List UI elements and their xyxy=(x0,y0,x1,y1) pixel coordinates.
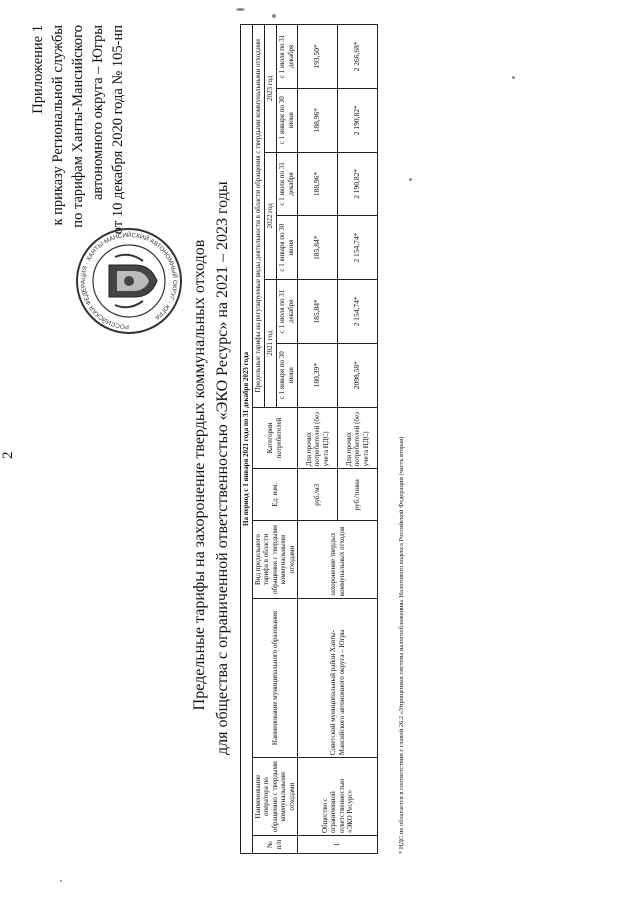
table-period-row xyxy=(241,25,253,854)
cell-tariff: 2 190,82* xyxy=(338,88,378,152)
cell-tariff: 2098,58* xyxy=(338,343,378,407)
appendix-line: по тарифам Ханты-Мансийского xyxy=(70,25,86,228)
header-half: с 1 января по 30 июня xyxy=(276,216,297,280)
cell-tariff: 185,84* xyxy=(298,280,338,344)
table-header-row xyxy=(252,25,264,854)
header-tariffs-group: Предельные тарифы на регулируемые виды деятельности в области обращения с твердыми коммунальными отходами xyxy=(252,25,264,408)
appendix-line: к приказу Региональной службы xyxy=(50,25,66,226)
cell-category: Для прочих потребителей (без учета НДС) xyxy=(298,407,338,469)
appendix-line: от 10 декабря 2020 года № 105-нп xyxy=(110,25,126,235)
cell-operator: Общество с ограниченной ответственностью «ЭКО Ресурс» xyxy=(298,758,378,836)
period-cell: На период с 1 января 2021 года по 31 декабря 2023 года xyxy=(241,25,253,854)
header-unit: Ед. изм. xyxy=(252,469,298,521)
footnote: * НДС не облагается в соответствии с главой 26.2 «Упрощенная система налогообложения» Налогового кодекса Российской Федерации (часть вторая) xyxy=(398,436,405,854)
cell-tariff: 193,50* xyxy=(298,25,338,89)
cell-tariff: 188,96* xyxy=(298,152,338,216)
cell-activity: захоронение твердых коммунальных отходов xyxy=(298,521,378,599)
coat-of-arms-icon xyxy=(109,255,157,308)
header-year: 2023 год xyxy=(264,25,276,153)
cell-unit: руб./тонна xyxy=(338,469,378,521)
cell-tariff: 2 154,74* xyxy=(338,216,378,280)
cell-tariff: 2 190,82* xyxy=(338,152,378,216)
header-half: с 1 января по 30 июня xyxy=(276,343,297,407)
title-line: для общества с ограниченной ответственностью «ЭКО Ресурс» на 2021 – 2023 годы xyxy=(214,181,231,755)
header-activity: Вид предельного тарифа в области обращения с твердыми коммунальными отходами xyxy=(252,521,298,599)
cell-category: Для прочих потребителей (без учета НДС) xyxy=(338,407,378,469)
cell-tariff: 188,96* xyxy=(298,88,338,152)
header-half: с 1 июля по 31 декабря xyxy=(276,152,297,216)
header-municipality: Наименование муниципального образования xyxy=(252,598,298,757)
appendix-line: автономного округа – Югры xyxy=(90,25,106,201)
cell-tariff: 2 266,68* xyxy=(338,25,378,89)
cell-tariff: 2 154,74* xyxy=(338,280,378,344)
page-number: 2 xyxy=(0,451,16,459)
official-seal xyxy=(75,227,183,335)
header-year: 2021 год xyxy=(264,280,276,408)
table-row xyxy=(298,25,338,854)
tariff-table xyxy=(240,24,378,854)
header-year: 2022 год xyxy=(264,152,276,279)
header-half: с 1 июля по 31 декабря xyxy=(276,25,297,89)
appendix-title: Приложение 1 xyxy=(30,25,46,114)
title-line: Предельные тарифы на захоронение твердых коммунальных отходов xyxy=(191,239,208,711)
header-half: с 1 июля по 31 декабря xyxy=(276,280,297,344)
cell-municipality: Советский муниципальный район Ханты-Мансийского автономного округа – Югры xyxy=(298,598,378,757)
header-half: с 1 января по 30 июня xyxy=(276,88,297,152)
seal-ring-text: РОССИЙСКАЯ ФЕДЕРАЦИЯ · ХАНТЫ-МАНСИЙСКИЙ АВТОНОМНЫЙ ОКРУГ - ЮГРА xyxy=(79,231,179,331)
document-title xyxy=(188,181,234,755)
header-operator: Наименование оператора по обращению с твердыми коммунальными отходами xyxy=(252,758,298,836)
cell-tariff: 180,39* xyxy=(298,343,338,407)
cell-unit: руб./м3 xyxy=(298,469,338,521)
cell-num: 1 xyxy=(298,836,378,854)
header-category: Категории потребителей xyxy=(252,407,298,469)
cell-tariff: 185,84* xyxy=(298,216,338,280)
header-num: № п/п xyxy=(252,836,298,854)
